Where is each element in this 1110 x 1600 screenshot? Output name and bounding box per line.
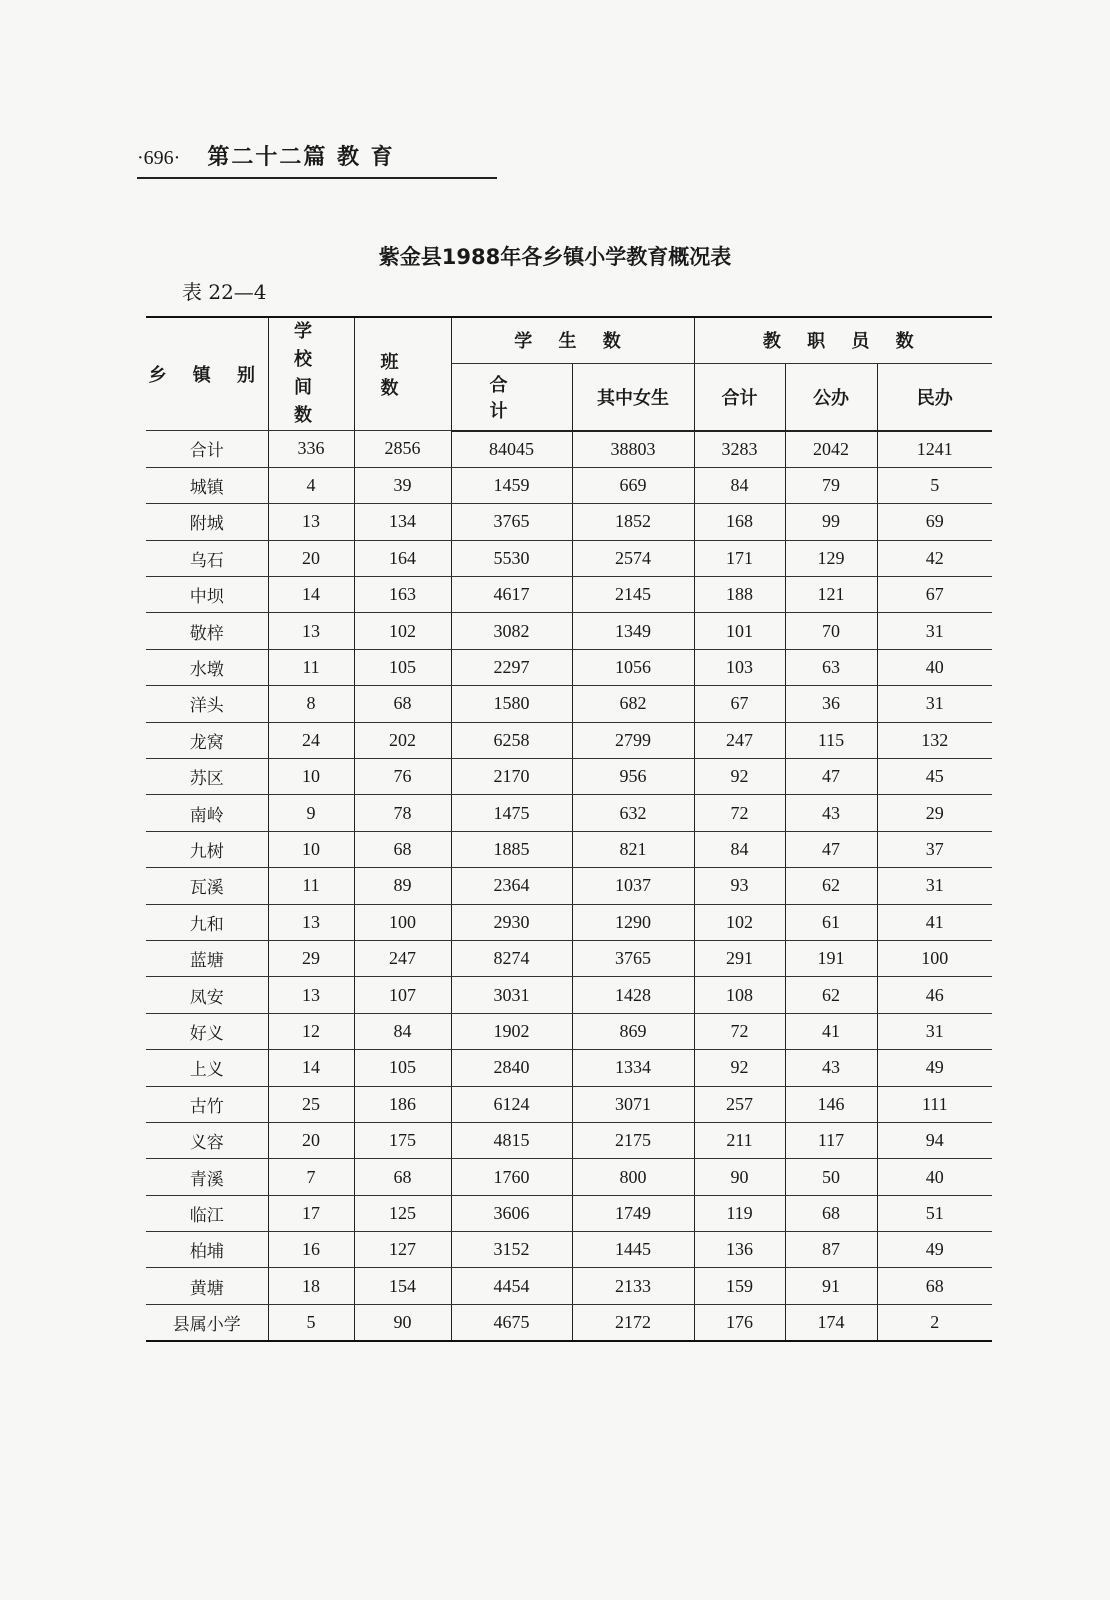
schools-cell: 7 [268,1159,354,1195]
students-female-cell: 2172 [572,1304,694,1341]
header-township: 乡 镇 别 [146,317,268,431]
classes-cell: 175 [354,1122,451,1158]
staff-total-cell: 90 [694,1159,785,1195]
table-row [146,904,992,940]
students-total-cell: 84045 [451,431,572,468]
classes-cell: 134 [354,504,451,540]
table-row [146,1086,992,1122]
students-female-cell: 821 [572,831,694,867]
header-students: 学 生 数 [451,317,694,363]
township-cell: 县属小学 [146,1304,268,1341]
staff-community-cell: 45 [877,759,992,795]
students-total-cell: 3031 [451,977,572,1013]
students-female-cell: 3765 [572,940,694,976]
table-row [146,759,992,795]
township-cell: 合计 [146,431,268,468]
classes-cell: 163 [354,577,451,613]
staff-total-cell: 257 [694,1086,785,1122]
students-female-cell: 1445 [572,1232,694,1268]
staff-community-cell: 111 [877,1086,992,1122]
students-total-cell: 2930 [451,904,572,940]
students-total-cell: 3082 [451,613,572,649]
township-cell: 敬梓 [146,613,268,649]
table-row [146,1232,992,1268]
township-cell: 城镇 [146,467,268,503]
schools-cell: 9 [268,795,354,831]
classes-cell: 84 [354,1013,451,1049]
students-female-cell: 2145 [572,577,694,613]
classes-cell: 107 [354,977,451,1013]
students-female-cell: 1749 [572,1195,694,1231]
schools-cell: 336 [268,431,354,468]
students-female-cell: 669 [572,467,694,503]
staff-public-cell: 121 [785,577,877,613]
township-cell: 苏区 [146,759,268,795]
students-female-cell: 682 [572,686,694,722]
classes-cell: 105 [354,649,451,685]
students-female-cell: 1290 [572,904,694,940]
students-total-cell: 2840 [451,1050,572,1086]
students-female-cell: 956 [572,759,694,795]
staff-public-cell: 36 [785,686,877,722]
staff-public-cell: 87 [785,1232,877,1268]
staff-community-cell: 5 [877,467,992,503]
table-row [146,795,992,831]
table-row [146,1050,992,1086]
students-total-cell: 1760 [451,1159,572,1195]
table-row [146,540,992,576]
staff-community-cell: 40 [877,649,992,685]
schools-cell: 16 [268,1232,354,1268]
students-female-cell: 1349 [572,613,694,649]
header-row-1 [146,317,992,363]
students-total-cell: 4454 [451,1268,572,1304]
students-female-cell: 2799 [572,722,694,758]
township-cell: 水墩 [146,649,268,685]
staff-community-cell: 69 [877,504,992,540]
table-row [146,1195,992,1231]
students-total-cell: 1580 [451,686,572,722]
schools-cell: 13 [268,613,354,649]
staff-community-cell: 49 [877,1050,992,1086]
staff-total-cell: 102 [694,904,785,940]
classes-cell: 90 [354,1304,451,1341]
staff-public-cell: 43 [785,1050,877,1086]
classes-cell: 125 [354,1195,451,1231]
schools-cell: 20 [268,540,354,576]
township-cell: 中坝 [146,577,268,613]
schools-cell: 17 [268,1195,354,1231]
schools-cell: 14 [268,1050,354,1086]
table-row [146,1304,992,1341]
students-total-cell: 2364 [451,868,572,904]
township-cell: 九和 [146,904,268,940]
schools-cell: 10 [268,831,354,867]
schools-cell: 5 [268,1304,354,1341]
table-row [146,868,992,904]
students-total-cell: 8274 [451,940,572,976]
township-cell: 柏埔 [146,1232,268,1268]
township-cell: 龙窝 [146,722,268,758]
staff-public-cell: 62 [785,977,877,1013]
students-total-cell: 4617 [451,577,572,613]
staff-public-cell: 47 [785,759,877,795]
table-row [146,467,992,503]
students-total-cell: 1475 [451,795,572,831]
table-row [146,686,992,722]
staff-public-cell: 68 [785,1195,877,1231]
classes-cell: 154 [354,1268,451,1304]
staff-public-cell: 50 [785,1159,877,1195]
students-total-cell: 2297 [451,649,572,685]
staff-public-cell: 61 [785,904,877,940]
staff-total-cell: 84 [694,831,785,867]
table-row [146,1159,992,1195]
header-schools-line2: 间 数 [294,377,328,426]
table-row [146,977,992,1013]
table-row [146,1268,992,1304]
schools-cell: 11 [268,649,354,685]
township-cell: 古竹 [146,1086,268,1122]
header-staff-total: 合计 [694,363,785,430]
staff-community-cell: 42 [877,540,992,576]
schools-cell: 8 [268,686,354,722]
header-students-total: 合 计 [451,363,572,430]
staff-total-cell: 188 [694,577,785,613]
table-title: 紫金县1988年各乡镇小学教育概况表 [378,245,732,269]
staff-public-cell: 2042 [785,431,877,468]
schools-cell: 4 [268,467,354,503]
staff-community-cell: 51 [877,1195,992,1231]
students-female-cell: 800 [572,1159,694,1195]
schools-cell: 13 [268,977,354,1013]
section-title: 第二十二篇 教 育 [207,145,395,170]
staff-community-cell: 31 [877,686,992,722]
students-female-cell: 2133 [572,1268,694,1304]
staff-public-cell: 79 [785,467,877,503]
staff-community-cell: 31 [877,868,992,904]
staff-total-cell: 84 [694,467,785,503]
staff-total-cell: 92 [694,759,785,795]
table-body [146,431,992,1342]
students-female-cell: 38803 [572,431,694,468]
classes-cell: 68 [354,686,451,722]
staff-public-cell: 91 [785,1268,877,1304]
staff-total-cell: 136 [694,1232,785,1268]
students-total-cell: 5530 [451,540,572,576]
students-total-cell: 6258 [451,722,572,758]
classes-cell: 105 [354,1050,451,1086]
students-female-cell: 869 [572,1013,694,1049]
staff-public-cell: 62 [785,868,877,904]
header-schools-line1: 学 校 [294,321,328,370]
table-row [146,940,992,976]
classes-cell: 100 [354,904,451,940]
staff-public-cell: 174 [785,1304,877,1341]
table-row [146,613,992,649]
staff-community-cell: 37 [877,831,992,867]
township-cell: 附城 [146,504,268,540]
staff-total-cell: 67 [694,686,785,722]
classes-cell: 89 [354,868,451,904]
staff-total-cell: 92 [694,1050,785,1086]
students-total-cell: 4815 [451,1122,572,1158]
students-total-cell: 3765 [451,504,572,540]
schools-cell: 18 [268,1268,354,1304]
students-total-cell: 6124 [451,1086,572,1122]
township-cell: 瓦溪 [146,868,268,904]
students-total-cell: 3606 [451,1195,572,1231]
township-cell: 上义 [146,1050,268,1086]
classes-cell: 39 [354,467,451,503]
classes-cell: 68 [354,1159,451,1195]
staff-total-cell: 247 [694,722,785,758]
classes-cell: 164 [354,540,451,576]
staff-total-cell: 211 [694,1122,785,1158]
schools-cell: 25 [268,1086,354,1122]
students-female-cell: 1334 [572,1050,694,1086]
header-classes: 班 数 [354,317,451,431]
table-row [146,649,992,685]
schools-cell: 13 [268,904,354,940]
header-schools [268,317,354,431]
township-cell: 九树 [146,831,268,867]
students-female-cell: 2574 [572,540,694,576]
classes-cell: 127 [354,1232,451,1268]
staff-community-cell: 40 [877,1159,992,1195]
township-cell: 临江 [146,1195,268,1231]
header-staff: 教 职 员 数 [694,317,992,363]
township-cell: 凤安 [146,977,268,1013]
schools-cell: 12 [268,1013,354,1049]
students-total-cell: 4675 [451,1304,572,1341]
staff-community-cell: 41 [877,904,992,940]
table-row [146,431,992,468]
staff-total-cell: 291 [694,940,785,976]
table-code: 表 22—4 [182,280,267,304]
schools-cell: 14 [268,577,354,613]
students-female-cell: 1056 [572,649,694,685]
township-cell: 乌石 [146,540,268,576]
schools-cell: 11 [268,868,354,904]
staff-community-cell: 49 [877,1232,992,1268]
schools-cell: 24 [268,722,354,758]
students-female-cell: 1852 [572,504,694,540]
header-staff-community: 民办 [877,363,992,430]
students-female-cell: 632 [572,795,694,831]
staff-community-cell: 29 [877,795,992,831]
staff-public-cell: 47 [785,831,877,867]
students-total-cell: 1902 [451,1013,572,1049]
township-cell: 南岭 [146,795,268,831]
staff-public-cell: 146 [785,1086,877,1122]
students-female-cell: 3071 [572,1086,694,1122]
staff-total-cell: 168 [694,504,785,540]
schools-cell: 13 [268,504,354,540]
staff-community-cell: 46 [877,977,992,1013]
staff-total-cell: 171 [694,540,785,576]
township-cell: 黄塘 [146,1268,268,1304]
staff-community-cell: 68 [877,1268,992,1304]
staff-community-cell: 94 [877,1122,992,1158]
education-stats-table [146,316,992,1342]
staff-public-cell: 115 [785,722,877,758]
students-female-cell: 1037 [572,868,694,904]
students-total-cell: 1459 [451,467,572,503]
staff-community-cell: 2 [877,1304,992,1341]
classes-cell: 68 [354,831,451,867]
schools-cell: 20 [268,1122,354,1158]
staff-total-cell: 3283 [694,431,785,468]
staff-total-cell: 72 [694,1013,785,1049]
township-cell: 洋头 [146,686,268,722]
students-total-cell: 1885 [451,831,572,867]
schools-cell: 10 [268,759,354,795]
staff-total-cell: 108 [694,977,785,1013]
students-total-cell: 2170 [451,759,572,795]
staff-public-cell: 117 [785,1122,877,1158]
classes-cell: 186 [354,1086,451,1122]
township-cell: 义容 [146,1122,268,1158]
staff-total-cell: 72 [694,795,785,831]
page-header [137,140,497,179]
table-row [146,577,992,613]
staff-public-cell: 41 [785,1013,877,1049]
township-cell: 好义 [146,1013,268,1049]
classes-cell: 78 [354,795,451,831]
classes-cell: 76 [354,759,451,795]
table-row [146,1013,992,1049]
staff-total-cell: 101 [694,613,785,649]
township-cell: 青溪 [146,1159,268,1195]
header-staff-public: 公办 [785,363,877,430]
students-total-cell: 3152 [451,1232,572,1268]
classes-cell: 202 [354,722,451,758]
staff-community-cell: 1241 [877,431,992,468]
header-students-female: 其中女生 [572,363,694,430]
students-female-cell: 1428 [572,977,694,1013]
staff-community-cell: 67 [877,577,992,613]
staff-community-cell: 31 [877,613,992,649]
staff-total-cell: 159 [694,1268,785,1304]
staff-total-cell: 103 [694,649,785,685]
table-row [146,831,992,867]
staff-total-cell: 176 [694,1304,785,1341]
classes-cell: 247 [354,940,451,976]
page-number: ·696· [137,147,181,169]
staff-community-cell: 31 [877,1013,992,1049]
staff-public-cell: 43 [785,795,877,831]
staff-total-cell: 93 [694,868,785,904]
table-row [146,504,992,540]
table-row [146,1122,992,1158]
staff-public-cell: 70 [785,613,877,649]
staff-public-cell: 99 [785,504,877,540]
schools-cell: 29 [268,940,354,976]
table-row [146,722,992,758]
classes-cell: 102 [354,613,451,649]
staff-community-cell: 132 [877,722,992,758]
classes-cell: 2856 [354,431,451,468]
staff-public-cell: 191 [785,940,877,976]
staff-public-cell: 63 [785,649,877,685]
staff-public-cell: 129 [785,540,877,576]
township-cell: 蓝塘 [146,940,268,976]
staff-community-cell: 100 [877,940,992,976]
staff-total-cell: 119 [694,1195,785,1231]
students-female-cell: 2175 [572,1122,694,1158]
